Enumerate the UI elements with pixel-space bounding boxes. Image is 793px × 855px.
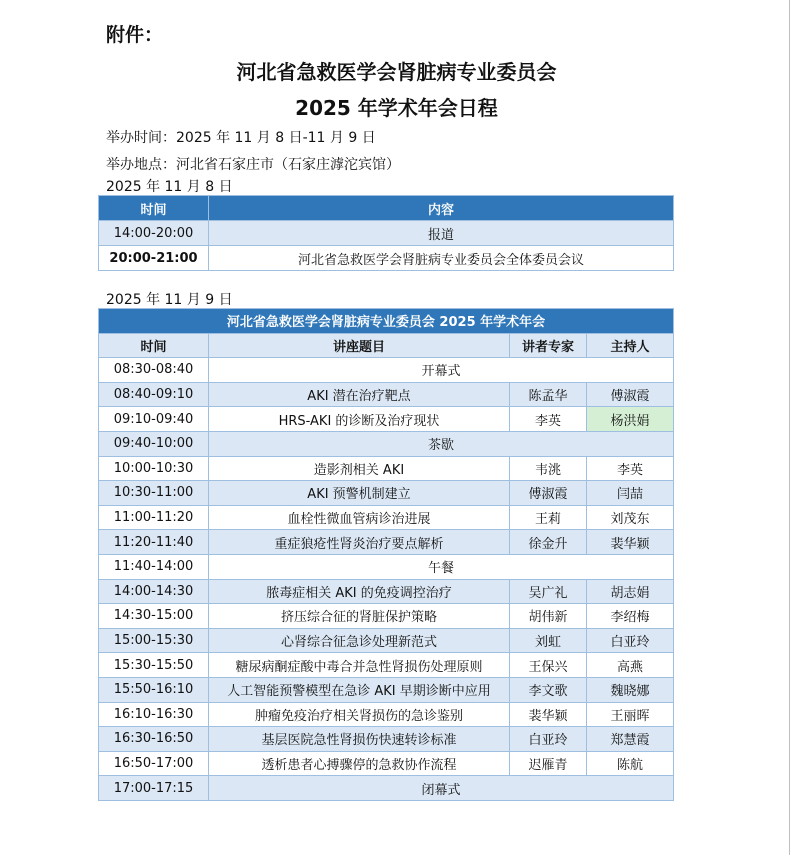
row-speaker: 吴广礼: [510, 579, 587, 604]
row-speaker: 白亚玲: [510, 727, 587, 752]
row-host: 傅淑霞: [587, 382, 674, 407]
row-time: 20:00-21:00: [99, 246, 209, 271]
row-host: 郑慧霞: [587, 727, 674, 752]
row-topic: 造影剂相关 AKI: [209, 456, 510, 481]
day2-date: 2025 年 11 月 9 日: [106, 292, 233, 308]
row-time: 11:40-14:00: [99, 554, 209, 579]
row-host: 高燕: [587, 653, 674, 678]
table-row: [99, 431, 674, 456]
day2-header-host: 主持人: [587, 333, 674, 358]
table-row: [99, 702, 674, 727]
row-speaker: 傅淑霞: [510, 481, 587, 506]
table-row: [99, 604, 674, 629]
row-topic: AKI 潜在治疗靶点: [209, 382, 510, 407]
row-speaker: 韦洮: [510, 456, 587, 481]
row-topic: 透析患者心搏骤停的急救协作流程: [209, 751, 510, 776]
row-speaker: 胡伟新: [510, 604, 587, 629]
row-topic: AKI 预警机制建立: [209, 481, 510, 506]
row-time: 14:30-15:00: [99, 604, 209, 629]
table-row: [99, 751, 674, 776]
row-time: 11:20-11:40: [99, 530, 209, 555]
row-host: 胡志娟: [587, 579, 674, 604]
row-host: 杨洪娟: [587, 407, 674, 432]
row-time: 09:10-09:40: [99, 407, 209, 432]
hold-place: 举办地点：河北省石家庄市（石家庄滹沱宾馆）: [106, 157, 400, 173]
row-content: 河北省急救医学会肾脏病专业委员会全体委员会议: [209, 246, 674, 271]
document-title: 河北省急救医学会肾脏病专业委员会: [236, 60, 557, 84]
table-row: [99, 481, 674, 506]
row-host: 王丽晖: [587, 702, 674, 727]
row-time: 10:30-11:00: [99, 481, 209, 506]
row-host: 陈航: [587, 751, 674, 776]
row-topic: 午餐: [209, 554, 674, 579]
table-row: [99, 382, 674, 407]
row-host: 刘茂东: [587, 505, 674, 530]
row-time: 15:30-15:50: [99, 653, 209, 678]
row-topic: 血栓性微血管病诊治进展: [209, 505, 510, 530]
table-row: [99, 530, 674, 555]
row-time: 14:00-20:00: [99, 221, 209, 246]
day1-schedule-table: [98, 195, 674, 271]
row-topic: 心肾综合征急诊处理新范式: [209, 628, 510, 653]
day2-banner-row: [99, 309, 674, 334]
row-time: 08:40-09:10: [99, 382, 209, 407]
row-speaker: 徐金升: [510, 530, 587, 555]
hold-time: 举办时间：2025 年 11 月 8 日-11 月 9 日: [106, 130, 376, 146]
day2-header-time: 时间: [99, 333, 209, 358]
row-host: 李绍梅: [587, 604, 674, 629]
row-topic: 茶歇: [209, 431, 674, 456]
table-row: [99, 505, 674, 530]
day1-date: 2025 年 11 月 8 日: [106, 179, 233, 195]
row-time: 08:30-08:40: [99, 358, 209, 383]
table-row: [99, 653, 674, 678]
document-subtitle: 2025 年学术年会日程: [295, 96, 498, 120]
table-row: [99, 407, 674, 432]
row-speaker: 李文歌: [510, 677, 587, 702]
row-speaker: 王莉: [510, 505, 587, 530]
table-row: [99, 456, 674, 481]
row-host: 闫喆: [587, 481, 674, 506]
day2-schedule-table: [98, 308, 674, 801]
row-topic: 脓毒症相关 AKI 的免疫调控治疗: [209, 579, 510, 604]
day2-header-topic: 讲座题目: [209, 333, 510, 358]
row-speaker: 李英: [510, 407, 587, 432]
row-time: 16:10-16:30: [99, 702, 209, 727]
row-speaker: 陈孟华: [510, 382, 587, 407]
row-topic: 挤压综合征的肾脏保护策略: [209, 604, 510, 629]
table-row: [99, 776, 674, 801]
row-host: 魏晓娜: [587, 677, 674, 702]
row-content: 报道: [209, 221, 674, 246]
row-speaker: 迟雁青: [510, 751, 587, 776]
row-topic: 人工智能预警模型在急诊 AKI 早期诊断中应用: [209, 677, 510, 702]
row-host: 白亚玲: [587, 628, 674, 653]
table-row: [99, 677, 674, 702]
day1-header-row: [99, 196, 674, 221]
row-topic: 重症狼疮性肾炎治疗要点解析: [209, 530, 510, 555]
day1-header-content: 内容: [209, 196, 674, 221]
row-time: 14:00-14:30: [99, 579, 209, 604]
row-topic: 基层医院急性肾损伤快速转诊标准: [209, 727, 510, 752]
table-row: [99, 579, 674, 604]
day1-header-time: 时间: [99, 196, 209, 221]
table-row: [99, 358, 674, 383]
row-time: 17:00-17:15: [99, 776, 209, 801]
day2-banner: 河北省急救医学会肾脏病专业委员会 2025 年学术年会: [99, 309, 674, 334]
row-speaker: 王保兴: [510, 653, 587, 678]
row-speaker: 裴华颖: [510, 702, 587, 727]
day2-header-row: [99, 333, 674, 358]
row-time: 11:00-11:20: [99, 505, 209, 530]
table-row: [99, 246, 674, 271]
row-topic: HRS-AKI 的诊断及治疗现状: [209, 407, 510, 432]
row-time: 15:00-15:30: [99, 628, 209, 653]
row-topic: 肿瘤免疫治疗相关肾损伤的急诊鉴别: [209, 702, 510, 727]
row-speaker: 刘虹: [510, 628, 587, 653]
row-time: 15:50-16:10: [99, 677, 209, 702]
row-time: 09:40-10:00: [99, 431, 209, 456]
row-topic: 开幕式: [209, 358, 674, 383]
row-topic: 闭幕式: [209, 776, 674, 801]
table-row: [99, 221, 674, 246]
row-time: 10:00-10:30: [99, 456, 209, 481]
row-topic: 糖尿病酮症酸中毒合并急性肾损伤处理原则: [209, 653, 510, 678]
row-time: 16:50-17:00: [99, 751, 209, 776]
attachment-label: 附件：: [106, 24, 164, 46]
table-row: [99, 727, 674, 752]
day2-header-speaker: 讲者专家: [510, 333, 587, 358]
table-row: [99, 628, 674, 653]
row-host: 李英: [587, 456, 674, 481]
page-edge-line: [789, 0, 790, 855]
table-row: [99, 554, 674, 579]
row-time: 16:30-16:50: [99, 727, 209, 752]
row-host: 裴华颖: [587, 530, 674, 555]
